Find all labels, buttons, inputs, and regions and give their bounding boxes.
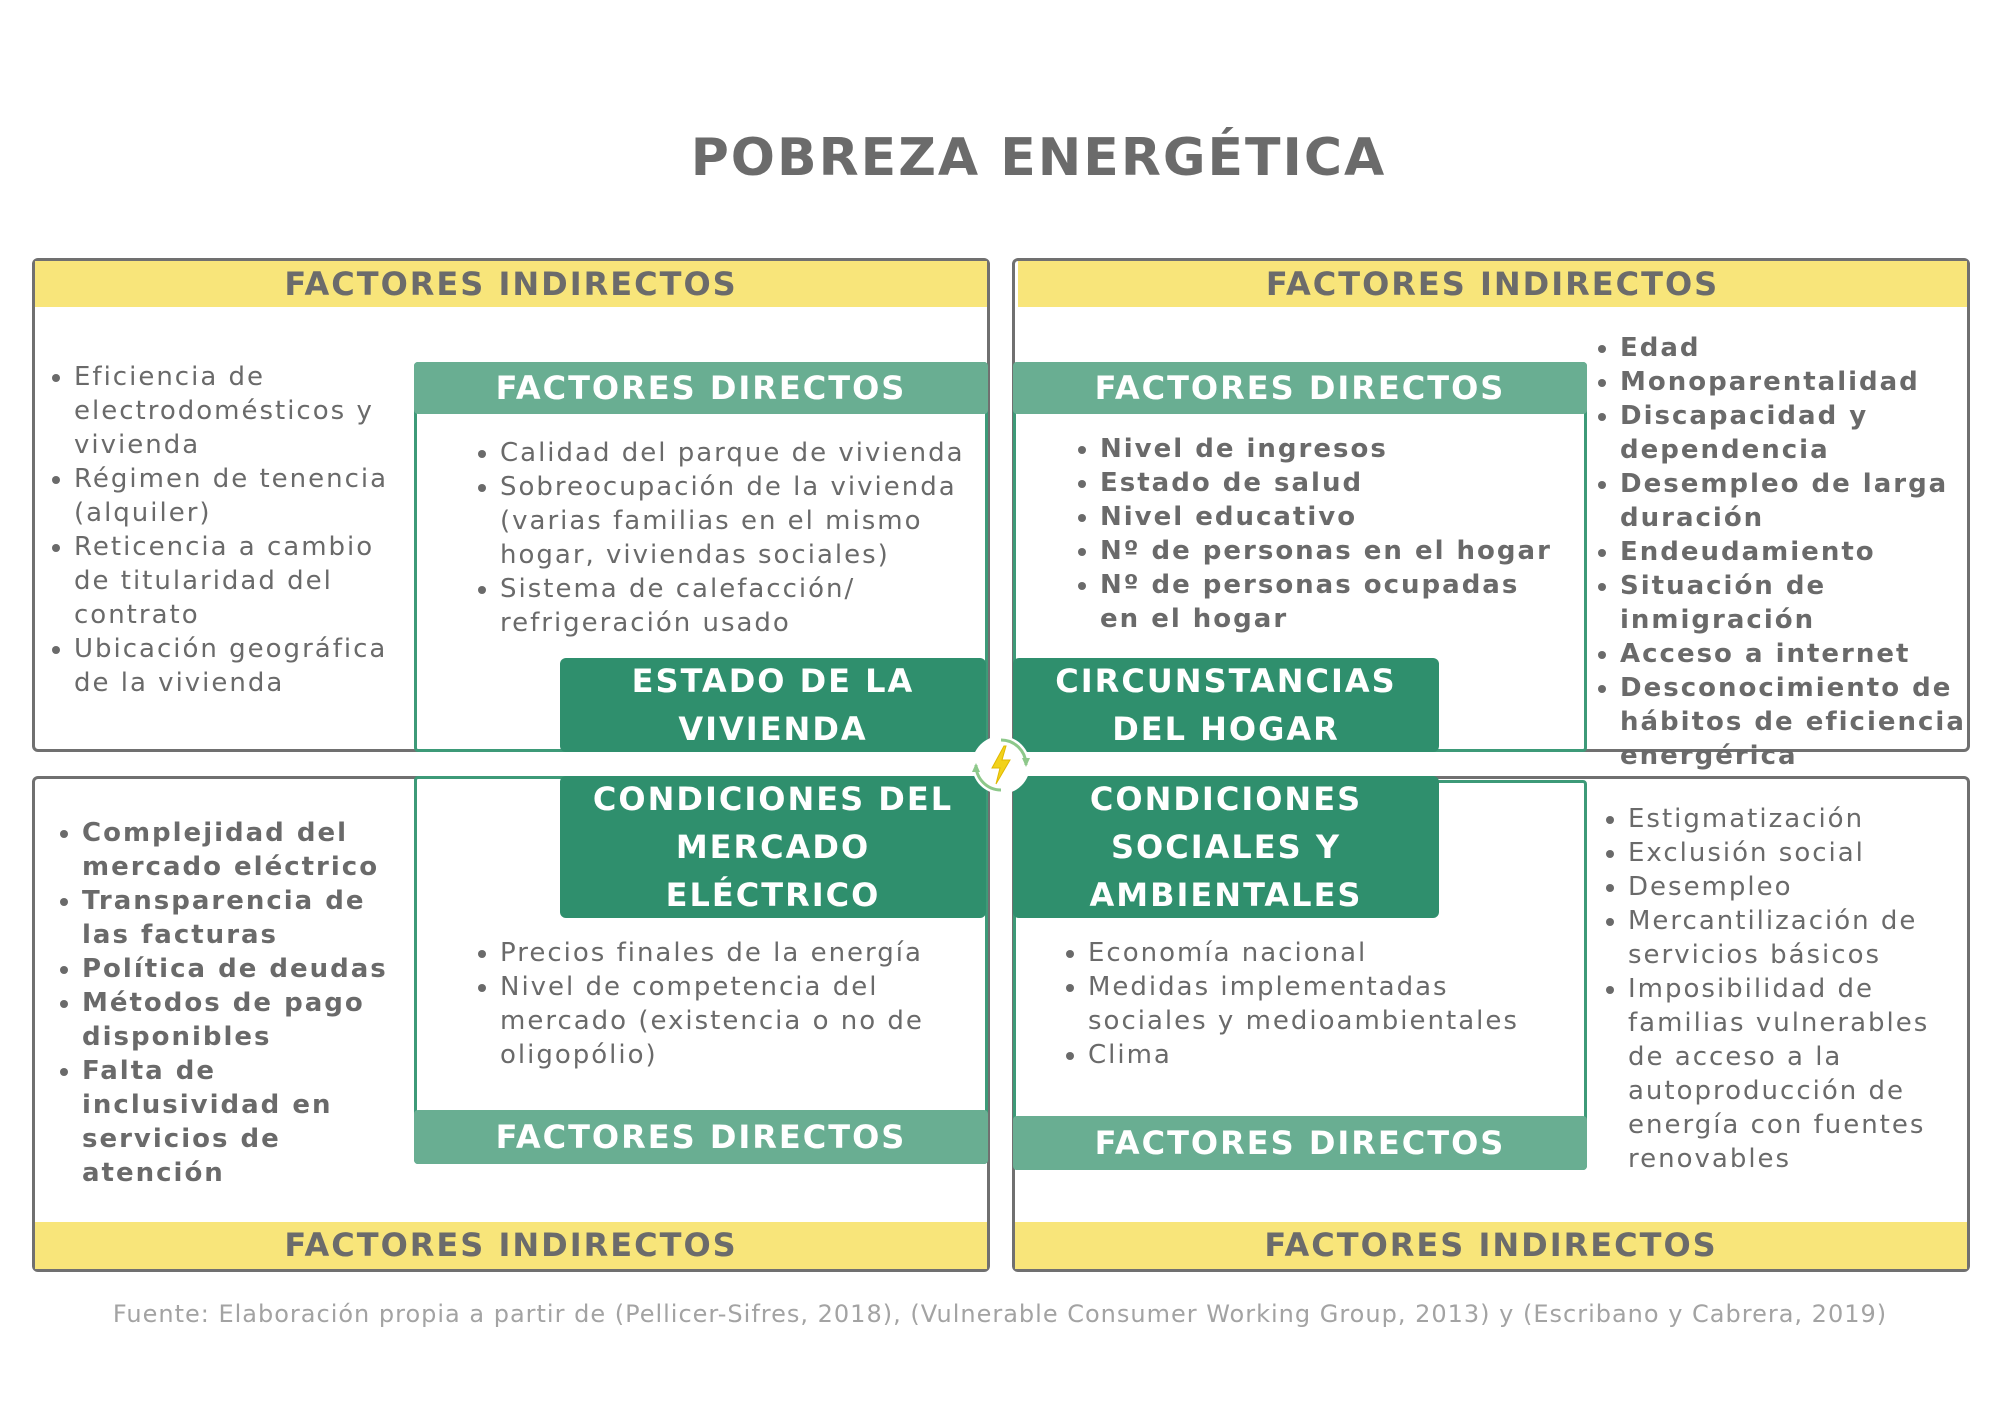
list-item: • Exclusión social [1628,836,1966,870]
center-box-mercado-electrico [560,776,986,918]
center-line: SOCIALES Y [1110,828,1341,866]
list-item: • Nivel educativo [1100,500,1570,534]
list-item: • Política de deudas [82,952,412,986]
energy-cycle-icon [970,734,1032,796]
page-title: POBREZA ENERGÉTICA [690,128,1387,188]
list-item: • Sobreocupación de la vivienda (varias familias en el mismo hogar, viviendas sociales) [500,470,970,572]
center-line: AMBIENTALES [1089,876,1363,914]
list-item: • Precios finales de la energía [500,936,970,970]
center-line: MERCADO [675,828,871,866]
center-line: DEL HOGAR [1112,710,1340,748]
center-line: CIRCUNSTANCIAS [1055,662,1397,700]
indirect-list-top-left [34,360,404,700]
list-item: • Nº de personas ocupadas en el hogar [1100,568,1570,636]
list-item: • Imposibilidad de familias vulnerables de acceso a la autoproducción de energía con fuentes renovables [1628,972,1966,1176]
list-item: • Reticencia a cambio de titularidad del contrato [74,530,404,632]
list-item: • Nº de personas en el hogar [1100,534,1570,568]
direct-bar-bottom-right: FACTORES DIRECTOS [1013,1116,1587,1170]
list-item: • Desempleo de larga duración [1620,467,1970,535]
list-item: • Estigmatización [1628,802,1966,836]
list-item: • Discapacidad y dependencia [1620,399,1970,467]
list-item: • Sistema de calefacción/ refrigeración usado [500,572,970,640]
direct-list-top-right [1060,432,1570,636]
indirect-bar-top-right: FACTORES INDIRECTOS [1018,261,1967,307]
source-note: Fuente: Elaboración propia a partir de (Pellicer-Sifres, 2018), (Vulnerable Consumer Working Group, 2013) y (Escribano y Cabrera, 2019) [112,1300,1888,1328]
center-line: CONDICIONES [1089,780,1363,818]
direct-list-top-left [460,436,970,640]
center-box-circunstancias-hogar [1013,658,1439,752]
list-item: • Transparencia de las facturas [82,884,412,952]
list-item: • Desempleo [1628,870,1966,904]
center-line: CONDICIONES DEL [592,780,954,818]
list-item: • Clima [1088,1038,1578,1072]
center-line: ELÉCTRICO [665,876,881,914]
indirect-bar-top-left: FACTORES INDIRECTOS [35,261,987,307]
direct-list-bottom-left [460,936,970,1072]
indirect-list-bottom-right [1588,802,1966,1176]
list-item: • Endeudamiento [1620,535,1970,569]
direct-bar-top-right: FACTORES DIRECTOS [1013,362,1587,414]
indirect-bar-bottom-right: FACTORES INDIRECTOS [1015,1222,1967,1269]
list-item: • Calidad del parque de vivienda [500,436,970,470]
list-item: • Estado de salud [1100,466,1570,500]
list-item: • Nivel de ingresos [1100,432,1570,466]
center-box-estado-vivienda [560,658,986,752]
center-box-sociales-ambientales [1013,776,1439,918]
list-item: • Métodos de pago disponibles [82,986,412,1054]
list-item: • Nivel de competencia del mercado (existencia o no de oligopólio) [500,970,970,1072]
list-item: • Régimen de tenencia (alquiler) [74,462,404,530]
center-line: ESTADO DE LA [631,662,915,700]
list-item: • Medidas implementadas sociales y medioambientales [1088,970,1578,1038]
direct-list-bottom-right [1048,936,1578,1072]
direct-bar-top-left: FACTORES DIRECTOS [414,362,988,414]
list-item: • Acceso a internet [1620,637,1970,671]
list-item: • Edad [1620,331,1970,365]
center-line: VIVIENDA [678,710,868,748]
indirect-list-bottom-left [42,816,412,1190]
list-item: • Desconocimiento de hábitos de eficiencia energérica [1620,671,1970,773]
list-item: • Mercantilización de servicios básicos [1628,904,1966,972]
indirect-bar-bottom-left: FACTORES INDIRECTOS [35,1222,987,1269]
list-item: • Economía nacional [1088,936,1578,970]
direct-bar-bottom-left: FACTORES DIRECTOS [414,1110,988,1164]
list-item: • Falta de inclusividad en servicios de atención [82,1054,412,1190]
list-item: • Complejidad del mercado eléctrico [82,816,412,884]
list-item: • Monoparentalidad [1620,365,1970,399]
list-item: • Situación de inmigración [1620,569,1970,637]
list-item: • Ubicación geográfica de la vivienda [74,632,404,700]
indirect-list-top-right [1580,331,1970,773]
list-item: • Eficiencia de electrodomésticos y vivienda [74,360,404,462]
